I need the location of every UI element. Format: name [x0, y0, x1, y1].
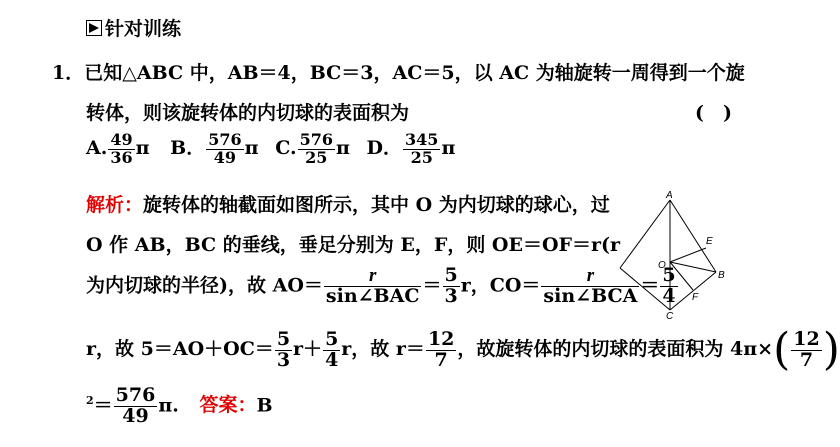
label-c: C: [666, 311, 674, 322]
answer-value: B: [256, 394, 273, 417]
label-f: F: [692, 292, 699, 303]
answer-label: 答案：: [199, 394, 257, 417]
label-a: A: [666, 190, 673, 201]
solution-line-3: 为内切球的半径)，故 AO＝ $\frac{r}{\text{sin∠BAC}}$ ＝ $\frac{5}{3}$ r，CO＝ $\frac{r}{\text{sin∠BCA}}$ ＝ $\frac{5}{4}$: [86, 264, 676, 307]
solution-line-1: 解析：旋转体的轴截面如图所示，其中 O 为内切球的球心，过: [86, 194, 610, 216]
section-header: [86, 14, 181, 41]
question-number: 1．: [52, 62, 85, 84]
option-c: C. $\frac{576}{25}$ π: [275, 130, 350, 167]
answer-blank: ( ): [695, 102, 732, 124]
solution-line-4: r，故 5＝AO＋OC＝ $\frac{5}{3}$ r＋ $\frac{5}{4}$ r，故 r＝ $\frac{12}{7}$ ，故旋转体的内切球的表面积为 4π×( $\frac{12}{7}$ ): [86, 324, 840, 375]
label-o: O: [658, 260, 666, 271]
options-row: [86, 132, 455, 167]
question-line-2: 转体，则该旋转体的内切球的表面积为: [86, 102, 410, 124]
geometry-figure: [618, 190, 738, 320]
section-title: 针对训练: [105, 18, 182, 40]
option-d: D． $\frac{345}{25}$ π: [366, 130, 456, 167]
option-b: B． $\frac{576}{49}$ π: [170, 130, 259, 167]
solution-label: 解析：: [86, 194, 144, 216]
solution-line-2: O 作 AB，BC 的垂线，垂足分别为 E，F，则 OE＝OF＝r(r: [86, 234, 621, 256]
label-e: E: [706, 236, 713, 247]
solution-line-5: $^2$＝ $\frac{576}{49}$ π. 答案：B: [86, 384, 273, 427]
question-line-1: 1．已知△ABC 中，AB＝4，BC＝3，AC＝5，以 AC 为轴旋转一周得到一个旋: [52, 62, 745, 84]
triangle-marker-icon: [86, 20, 102, 36]
label-b: B: [718, 270, 725, 281]
option-a: A. $\frac{49}{36}$ π: [86, 130, 150, 167]
